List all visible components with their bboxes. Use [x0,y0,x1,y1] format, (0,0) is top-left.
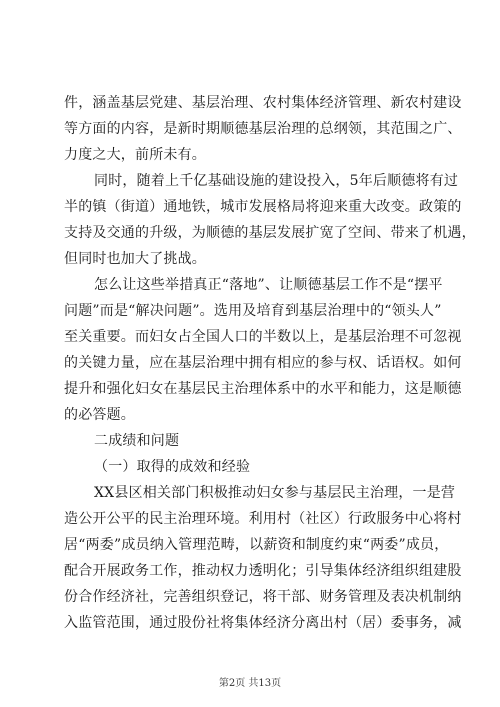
text-line: 支持及交通的升级，为顺德的基层发展扩宽了空间、带来了机遇， [64,225,476,241]
text-line: XX县区相关部门积极推动妇女参与基层民主治理，一是营 [94,485,456,501]
text-line: 造公开公平的民主治理环境。利用村（社区）行政服务中心将村 [64,511,462,527]
text-line: 至关重要。而妇女占全国人口的半数以上，是基层治理不可忽视 [64,329,462,345]
text-line: 半的镇（街道）通地铁，城市发展格局将迎来重大改变。政策的 [64,199,462,215]
text-line: 居“两委”成员纳入管理范畴，以薪资和制度约束“两委”成员， [64,537,449,553]
text-line: 问题”而是“解决问题”。选用及培育到基层治理中的“领头人” [64,303,442,319]
text-line: 提升和强化妇女在基层民主治理体系中的水平和能力，这是顺德 [64,381,462,397]
text-line: 份合作经济社，完善组织登记，将干部、财务管理及表决机制纳 [64,589,462,605]
text-line: 的必答题。 [64,407,135,423]
text-line: 等方面的内容，是新时期顺德基层治理的总纲领，其范围之广、 [64,121,462,137]
text-line: 的关键力量，应在基层治理中拥有相应的参与权、话语权。如何 [64,355,462,371]
text-line: 同时，随着上千亿基础设施的建设投入，5年后顺德将有过 [94,173,459,189]
text-line: 件，涵盖基层党建、基层治理、农村集体经济管理、新农村建设 [64,95,462,111]
page-number-footer: 第2页 共13页 [218,678,282,689]
section-heading: 二成绩和问题 [94,433,180,449]
subsection-heading: （一）取得的成效和经验 [94,459,251,475]
text-line: 入监管范围，通过股份社将集体经济分离出村（居）委事务，减 [64,615,462,631]
text-line: 怎么让这些举措真正“落地”、让顺德基层工作不是“摆平 [94,277,443,293]
text-line: 配合开展政务工作，推动权力透明化；引导集体经济组织组建股 [64,563,462,579]
text-line: 但同时也加大了挑战。 [64,251,206,267]
text-line: 力度之大，前所未有。 [64,147,206,163]
